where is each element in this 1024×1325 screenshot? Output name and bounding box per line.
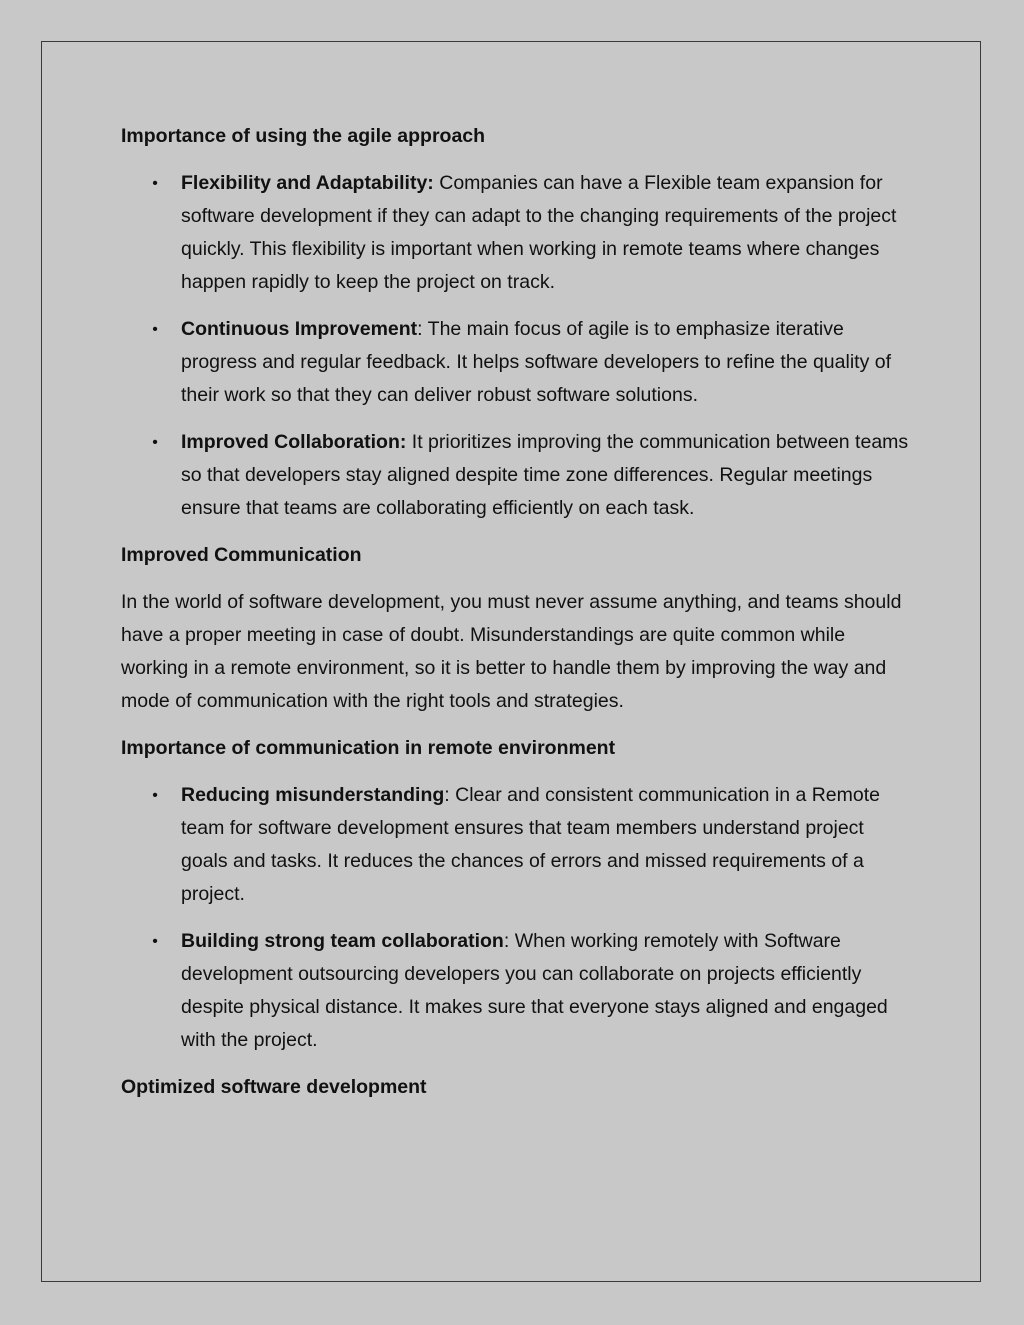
bullet-icon: •: [152, 933, 158, 950]
communication-paragraph: In the world of software development, you must never assume anything, and teams should have a proper meeting in case of doubt. Misunderstandings are quite common while working in a remote environment, so it is better to handle them by improving the way and mode of communication with the right tools and strategies.: [121, 591, 902, 712]
item-text: : When working remotely with Software development outsourcing developers you can collaborate on projects efficiently despite physical distance. It makes sure that everyone stays aligned and engaged with the project.: [181, 930, 888, 1051]
item-text: : Clear and consistent communication in a Remote team for software development ensures that team members understand project goals and tasks. It reduces the chances of errors and missed requirements of a project.: [181, 784, 880, 905]
agile-list: [121, 167, 911, 525]
item-term: Improved Collaboration:: [181, 431, 407, 453]
item-term: Building strong team collaboration: [181, 930, 504, 952]
bullet-icon: •: [152, 321, 158, 338]
agile-heading: Importance of using the agile approach: [121, 125, 486, 147]
item-term: Continuous Improvement: [181, 318, 418, 340]
bullet-icon: •: [152, 434, 158, 451]
item-text: : The main focus of agile is to emphasize iterative progress and regular feedback. It helps software developers to refine the quality of their work so that they can deliver robust software solutions.: [181, 318, 891, 406]
list-item: [152, 779, 911, 911]
bullet-icon: •: [152, 175, 158, 192]
list-item: [152, 167, 911, 299]
item-text: It prioritizes improving the communication between teams so that developers stay aligned despite time zone differences. Regular meetings ensure that teams are collaborating efficiently on each task.: [181, 431, 909, 519]
document-page: [41, 41, 981, 1282]
list-item: [152, 925, 911, 1057]
item-text: Companies can have a Flexible team expansion for software development if they can adapt to the changing requirements of the project quickly. This flexibility is important when working in remote teams where changes happen rapidly to keep the project on track.: [181, 172, 897, 293]
bullet-icon: •: [152, 787, 158, 804]
item-term: Flexibility and Adaptability:: [181, 172, 434, 194]
remote-heading: Importance of communication in remote environment: [121, 737, 616, 759]
remote-list: [121, 779, 911, 1057]
item-term: Reducing misunderstanding: [181, 784, 445, 806]
optimized-heading: Optimized software development: [121, 1076, 427, 1098]
communication-heading: Improved Communication: [121, 544, 362, 566]
list-item: [152, 313, 911, 412]
list-item: [152, 426, 911, 525]
document-content: [121, 120, 911, 1104]
